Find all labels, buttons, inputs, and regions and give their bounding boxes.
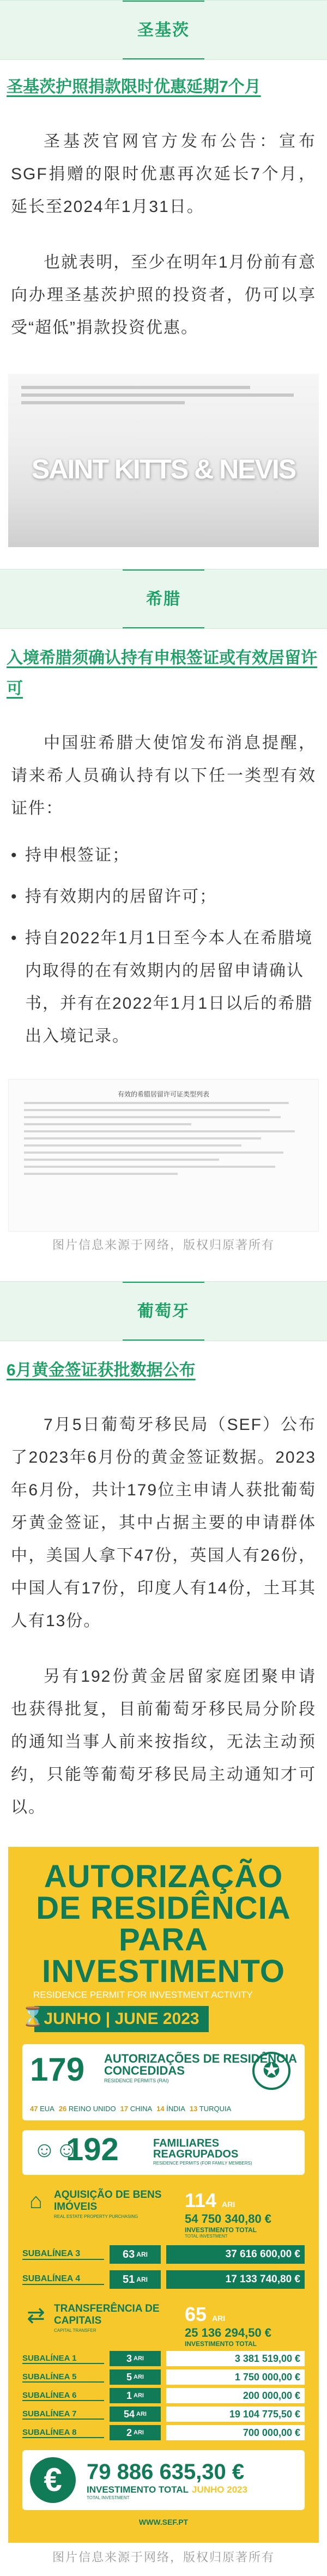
article-subtitle[interactable]: 6月黄金签证获批数据公布 (7, 1361, 196, 1379)
image-caption: 图片信息来源于网络，版权归原著所有 (52, 1238, 275, 1252)
subalinea-row: SUBALÍNEA 4 51 ARI 17 133 740,80 € (22, 2270, 305, 2289)
subalinea-row: SUBALÍNEA 5 5 ARI 1 750 000,00 € (22, 2369, 305, 2385)
saint-kitts-image (8, 374, 319, 547)
list-item: • 持申根签证； (11, 846, 130, 864)
section-title: 圣基茨 (137, 21, 190, 39)
subalinea-row: SUBALÍNEA 8 2 ARI 700 000,00 € (22, 2425, 305, 2440)
real-estate-row: ⌂ AQUISIÇÃO DE BENS IMÓVEIS REAL ESTATE PROPERTY PURCHASING 114 ARI 54 750 340,80 € INVESTIMENTO TOTAL TOTAL INVESTMENT (22, 2189, 305, 2239)
list-item: • 持自2022年1月1日至今本人在希腊境内取得的在有效期内的居留申请确认书，并有在2022年1月1日以后的希腊出入境记录。 (11, 929, 313, 1045)
list-item: • 持有效期内的居留许可； (11, 888, 217, 906)
golden-visa-infographic: AUTORIZAÇÃO DE RESIDÊNCIA PARA INVESTIMENTO RESIDENCE PERMIT FOR INVESTMENT ACTIVITY ⌛ JUNHO | JUNE 2023 179 AUTORIZAÇÕES DE RESIDÊNCIA CONCEDIDAS RESIDENCE PERMITS (RAI) ✪ 47 EUA 26 REINO UNIDO 17 CHINA 14 ÍNDIA 13 TURQUIA ☺☺ 192 FAMILIARES REAGRUPADOS RESIDENCE PERMITS (FOR FAMILY MEMBERS) ⌂ AQUISIÇÃO DE BENS IMÓVEIS REAL ESTATE PROPERTY PURCHASING 114 ARI 54 750 340,80 € INVESTIMENTO TOTAL TOTAL INVESTMENT SUBALÍNEA 3 63 ARI 37 616 600,00 € SUBALÍNEA 4 51 ARI 17 133 740,80 € ⇄ TRANSFERÊNCIA DE CAPITAIS CAPITAL TRANSFER 65 ARI 25 136 294,50 € INVESTIMENTO TOTAL SUBALÍNEA 1 3 ARI 3 381 519,00 € SUBALÍNEA 5 5 ARI 1 750 000,00 € SUBALÍNEA 6 1 ARI 200 000,00 € SUBALÍNEA 7 54 ARI 19 104 775,50 € SUBALÍNEA 8 2 ARI 700 000,00 € € 79 886 635,30 € INVESTIMENTO TOTAL JUNHO 2023 TOTAL INVESTMENT WWW.SEF.PT (8, 1847, 319, 2543)
permits-panel: 179 AUTORIZAÇÕES DE RESIDÊNCIA CONCEDIDAS RESIDENCE PERMITS (RAI) ✪ 47 EUA 26 REINO UNIDO 17 CHINA 14 ÍNDIA 13 TURQUIA (22, 2044, 305, 2120)
hourglass-icon: ⌛ (21, 2007, 45, 2027)
article-subtitle[interactable]: 入境希腊须确认持有申根签证或有效居留许可 (7, 649, 317, 698)
subalinea-row: SUBALÍNEA 7 54 ARI 19 104 775,50 € (22, 2407, 305, 2422)
paragraph: 另有192份黄金居留家庭团聚申请也获得批复，目前葡萄牙移民局分阶段的通知当事人前来按指纹，无法主动预约，只能等葡萄牙移民局主动通知才可以。 (11, 1668, 316, 1816)
saint-kitts-logo-text: SAINT KITTS & NEVIS (31, 454, 296, 484)
greece-document-image (8, 1079, 319, 1232)
article-subtitle[interactable]: 圣基茨护照捐款限时优惠延期7个月 (7, 78, 261, 96)
house-icon: ⌂ (29, 2189, 43, 2213)
paragraph: 中国驻希腊大使馆发布消息提醒，请来希人员确认持有以下任一类型有效证件： (11, 734, 316, 817)
paragraph: 圣基茨官网官方发布公告：宣布SGF捐赠的限时优惠再次延长7个月，延长至2024年1月31日。 (11, 132, 316, 216)
subalinea-row: SUBALÍNEA 6 1 ARI 200 000,00 € (22, 2388, 305, 2403)
document-title: 有效的希腊居留许可证类型列表 (117, 1090, 209, 1098)
section-header-greece (0, 569, 327, 629)
nationalities-row: 47 EUA 26 REINO UNIDO 17 CHINA 14 ÍNDIA 13 TURQUIA (30, 2105, 232, 2113)
subalinea-row: SUBALÍNEA 3 63 ARI 37 616 600,00 € (22, 2245, 305, 2264)
total-investment-panel: € 79 886 635,30 € INVESTIMENTO TOTAL JUNHO 2023 TOTAL INVESTMENT (22, 2450, 305, 2510)
subalinea-row: SUBALÍNEA 1 3 ARI 3 381 519,00 € (22, 2351, 305, 2366)
header-rule-bottom (123, 58, 204, 59)
image-caption: 图片信息来源于网络，版权归原著所有 (52, 2550, 275, 2564)
euro-icon: € (30, 2457, 76, 2503)
award-icon: ✪ (252, 2052, 290, 2090)
section-title: 葡萄牙 (137, 1302, 190, 1320)
family-panel: ☺☺ 192 FAMILIARES REAGRUPADOS RESIDENCE PERMITS (FOR FAMILY MEMBERS) (22, 2130, 305, 2175)
family-icon: ☺☺ (33, 2138, 78, 2162)
paragraph: 7月5日葡萄牙移民局（SEF）公布了2023年6月份的黄金签证数据。2023年6月份，共计179位主申请人获批葡萄牙黄金签证，其中占据主要的申请群体中，美国人拿下47份，英国人有26份，中国人有17份，印度人有14份，土耳其人有13份。 (11, 1416, 316, 1630)
sef-url: WWW.SEF.PT (138, 2518, 189, 2526)
month-banner: ⌛ JUNHO | JUNE 2023 (34, 2006, 209, 2032)
capital-transfer-row: ⇄ TRANSFERÊNCIA DE CAPITAIS CAPITAL TRANSFER 65 ARI 25 136 294,50 € INVESTIMENTO TOTAL (22, 2303, 305, 2348)
infographic-title: AUTORIZAÇÃO DE RESIDÊNCIA PARA INVESTIMENTO (36, 1859, 291, 1989)
requirement-list (0, 839, 327, 1053)
paragraph: 也就表明，至少在明年1月份前有意向办理圣基茨护照的投资者，仍可以享受“超低”捐款投资优惠。 (11, 253, 316, 337)
section-header-portugal (0, 1281, 327, 1341)
transfer-icon: ⇄ (27, 2304, 45, 2328)
section-title: 希腊 (146, 590, 181, 608)
header-rule-top (123, 1, 204, 2)
section-header-saint-kitts (0, 0, 327, 60)
